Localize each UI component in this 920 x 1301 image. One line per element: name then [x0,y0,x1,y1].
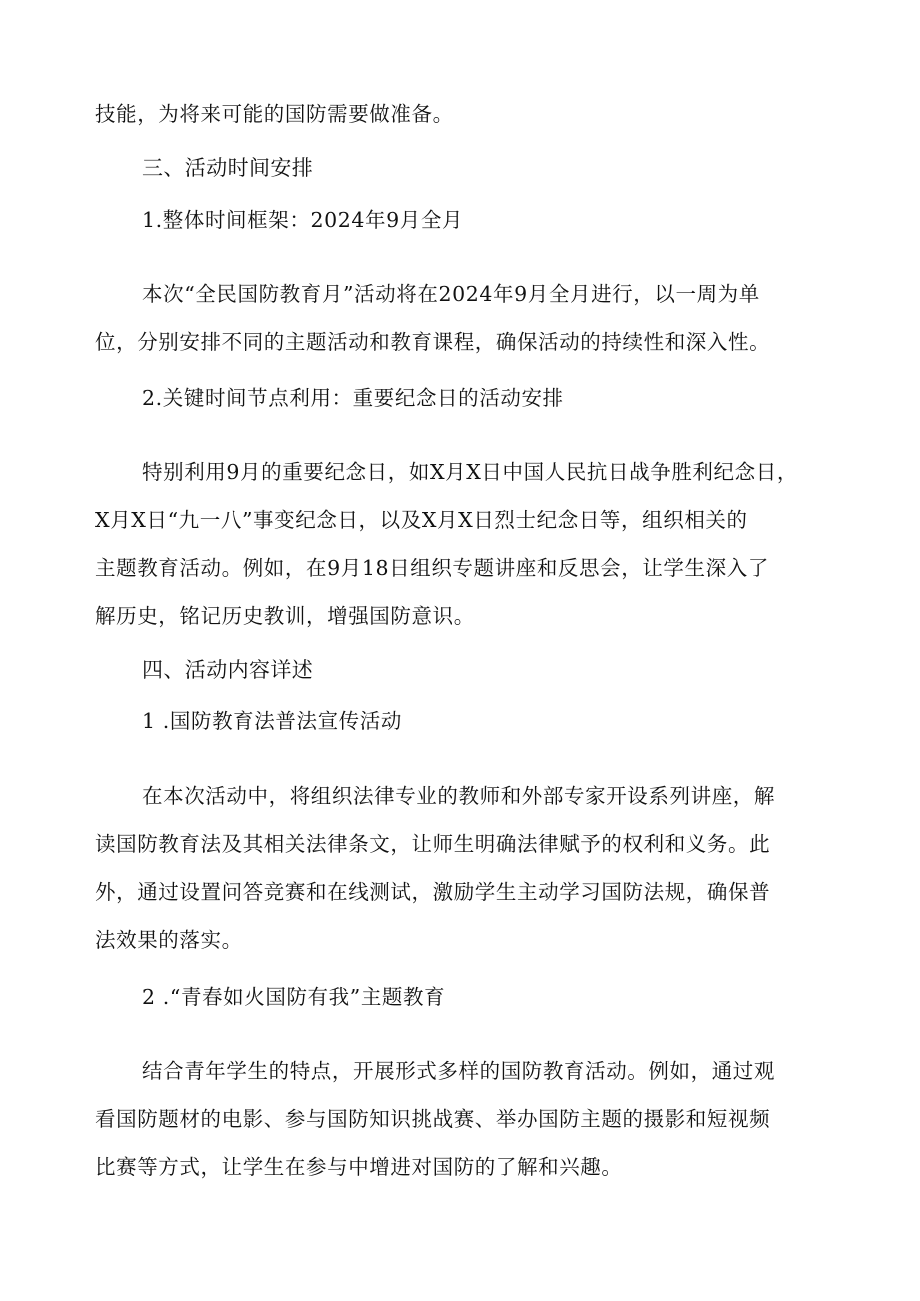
paragraph-line: 位，分别安排不同的主题活动和教育课程，确保活动的持续性和深入性。 [95,330,771,354]
section-heading: 三、活动时间安排 [142,156,314,180]
paragraph-line: 看国防题材的电影、参与国防知识挑战赛、举办国防主题的摄影和短视频 [95,1107,771,1131]
section-heading: 四、活动内容详述 [142,658,314,682]
paragraph-line: 主题教育活动。例如，在9月18日组织专题讲座和反思会，让学生深入了 [95,556,769,580]
paragraph-line: X月X日“九一八”事变纪念日，以及X月X日烈士纪念日等，组织相关的 [95,508,748,532]
item-title: 2 .“青春如火国防有我”主题教育 [142,985,446,1009]
continued-paragraph-line: 技能，为将来可能的国防需要做准备。 [95,102,454,126]
paragraph-line: 本次“全民国防教育月”活动将在2024年9月全月进行，以一周为单 [142,282,760,306]
paragraph-line: 特别利用9月的重要纪念日，如X月X日中国人民抗日战争胜利纪念日， [142,460,798,484]
paragraph-line: 读国防教育法及其相关法律条文，让师生明确法律赋予的权利和义务。此 [95,832,771,856]
item-title: 2.关键时间节点利用：重要纪念日的活动安排 [142,386,564,410]
item-title: 1 .国防教育法普法宣传活动 [142,709,402,733]
paragraph-line: 法效果的落实。 [95,928,243,952]
item-title: 1.整体时间框架：2024年9月全月 [142,208,464,232]
paragraph-line: 结合青年学生的特点，开展形式多样的国防教育活动。例如，通过观 [142,1059,775,1083]
paragraph-line: 外，通过设置问答竞赛和在线测试，激励学生主动学习国防法规，确保普 [95,880,771,904]
paragraph-line: 在本次活动中，将组织法律专业的教师和外部专家开设系列讲座，解 [142,784,775,808]
paragraph-line: 比赛等方式，让学生在参与中增进对国防的了解和兴趣。 [95,1155,623,1179]
paragraph-line: 解历史，铭记历史教训，增强国防意识。 [95,604,475,628]
